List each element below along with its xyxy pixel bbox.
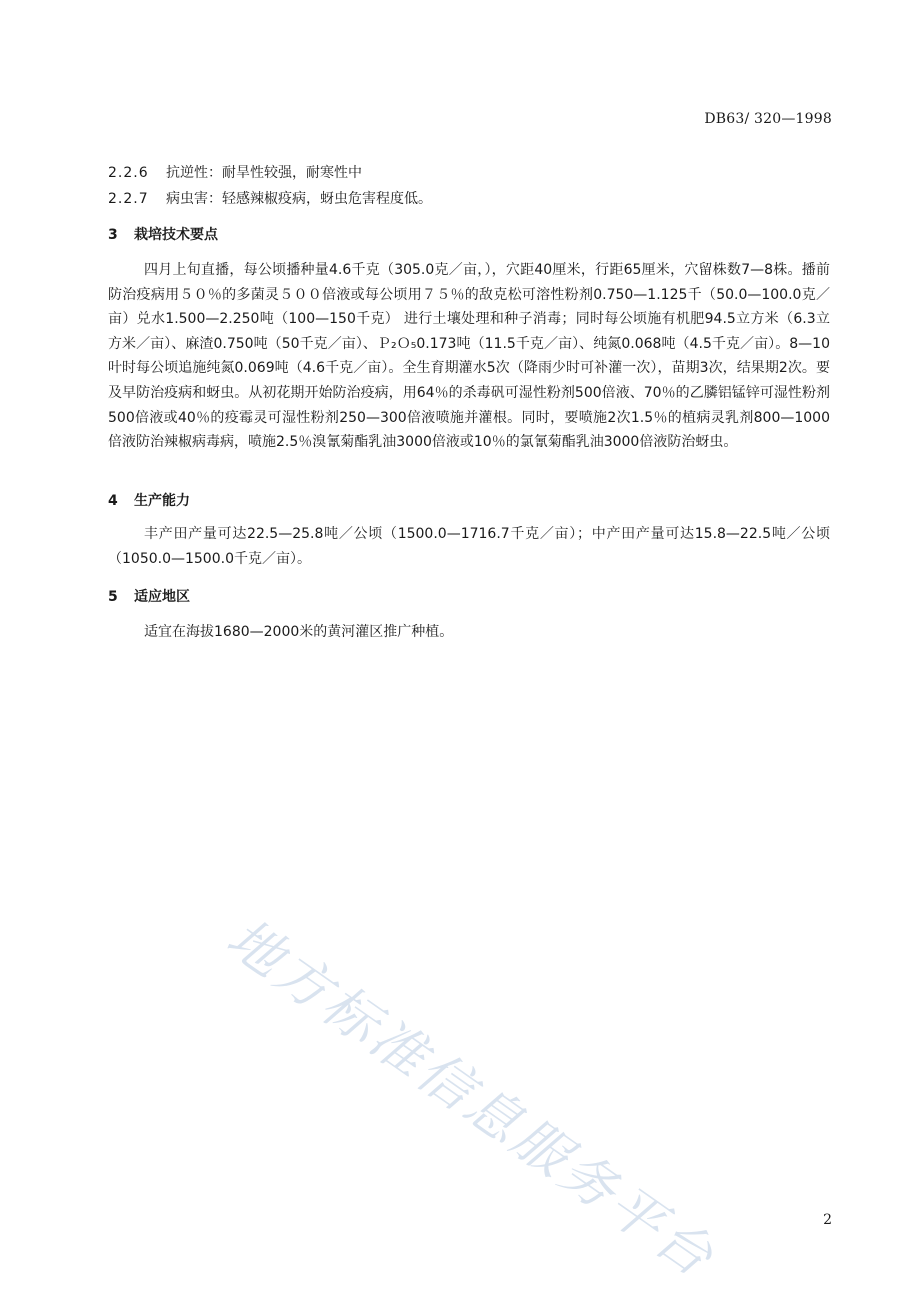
section-title: 栽培技术要点: [134, 227, 218, 243]
section-5-heading: [108, 586, 190, 606]
item-2-2-6: [108, 162, 362, 182]
section-number: 5: [108, 589, 118, 605]
section-5-body: 适宜在海拔1680—2000米的黄河灌区推广种植。: [144, 624, 454, 640]
section-title: 生产能力: [134, 493, 190, 509]
section-4-body: 丰产田产量可达22.5—25.8吨／公顷（1500.0—1716.7千克／亩）；中产田产量可达15.8—22.5吨／公顷（1050.0—1500.0千克／亩）。: [108, 526, 830, 567]
section-title: 适应地区: [134, 589, 190, 605]
section-3-body: 四月上旬直播，每公顷播种量4.6千克（305.0克／亩，），穴距40厘米，行距65厘米，穴留株数7—8株。播前防治疫病用５０％的多菌灵５００倍液或每公顷用７５％的敌克松可溶性粉剂0.750—1.125千（50.0—100.0克／亩）兑水1.500—2.250吨（100—150千克） 进行土壤处理和种子消毒；同时每公顷施有机肥94.5立方米（6.3立方米／亩）、麻渣0.750吨（50千克／亩）、Ｐ₂Ｏ₅0.173吨（11.5千克／亩）、纯氮0.068吨（4.5千克／亩）。8—10叶时每公顷追施纯氮0.069吨（4.6千克／亩）。全生育期灌水5次（降雨少时可补灌一次），苗期3次，结果期2次。要及早防治疫病和蚜虫。从初花期开始防治疫病，用64％的杀毒矾可湿性粉剂500倍液、70％的乙膦铝锰锌可湿性粉剂500倍液或40％的疫霉灵可湿性粉剂250—300倍液喷施并灌根。同时，要喷施2次1.5％的植病灵乳剂800—1000倍液防治辣椒病毒病，喷施2.5％溴氰菊酯乳油3000倍液或10％的氯氰菊酯乳油3000倍液防治蚜虫。: [108, 262, 830, 451]
section-number: 4: [108, 493, 118, 509]
watermark: 地方标准信息服务平台: [215, 905, 727, 1291]
section-3-heading: [108, 224, 218, 244]
page-number: 2: [823, 1212, 832, 1228]
item-2-2-7: [108, 188, 432, 208]
section-4-heading: [108, 490, 190, 510]
item-number: 2.2.7: [108, 191, 149, 207]
section-number: 3: [108, 227, 118, 243]
standard-number: DB63/ 320—1998: [704, 111, 832, 127]
item-text: 抗逆性：耐旱性较强，耐寒性中: [166, 165, 362, 181]
item-number: 2.2.6: [108, 165, 149, 181]
item-text: 病虫害：轻感辣椒疫病，蚜虫危害程度低。: [166, 191, 432, 207]
